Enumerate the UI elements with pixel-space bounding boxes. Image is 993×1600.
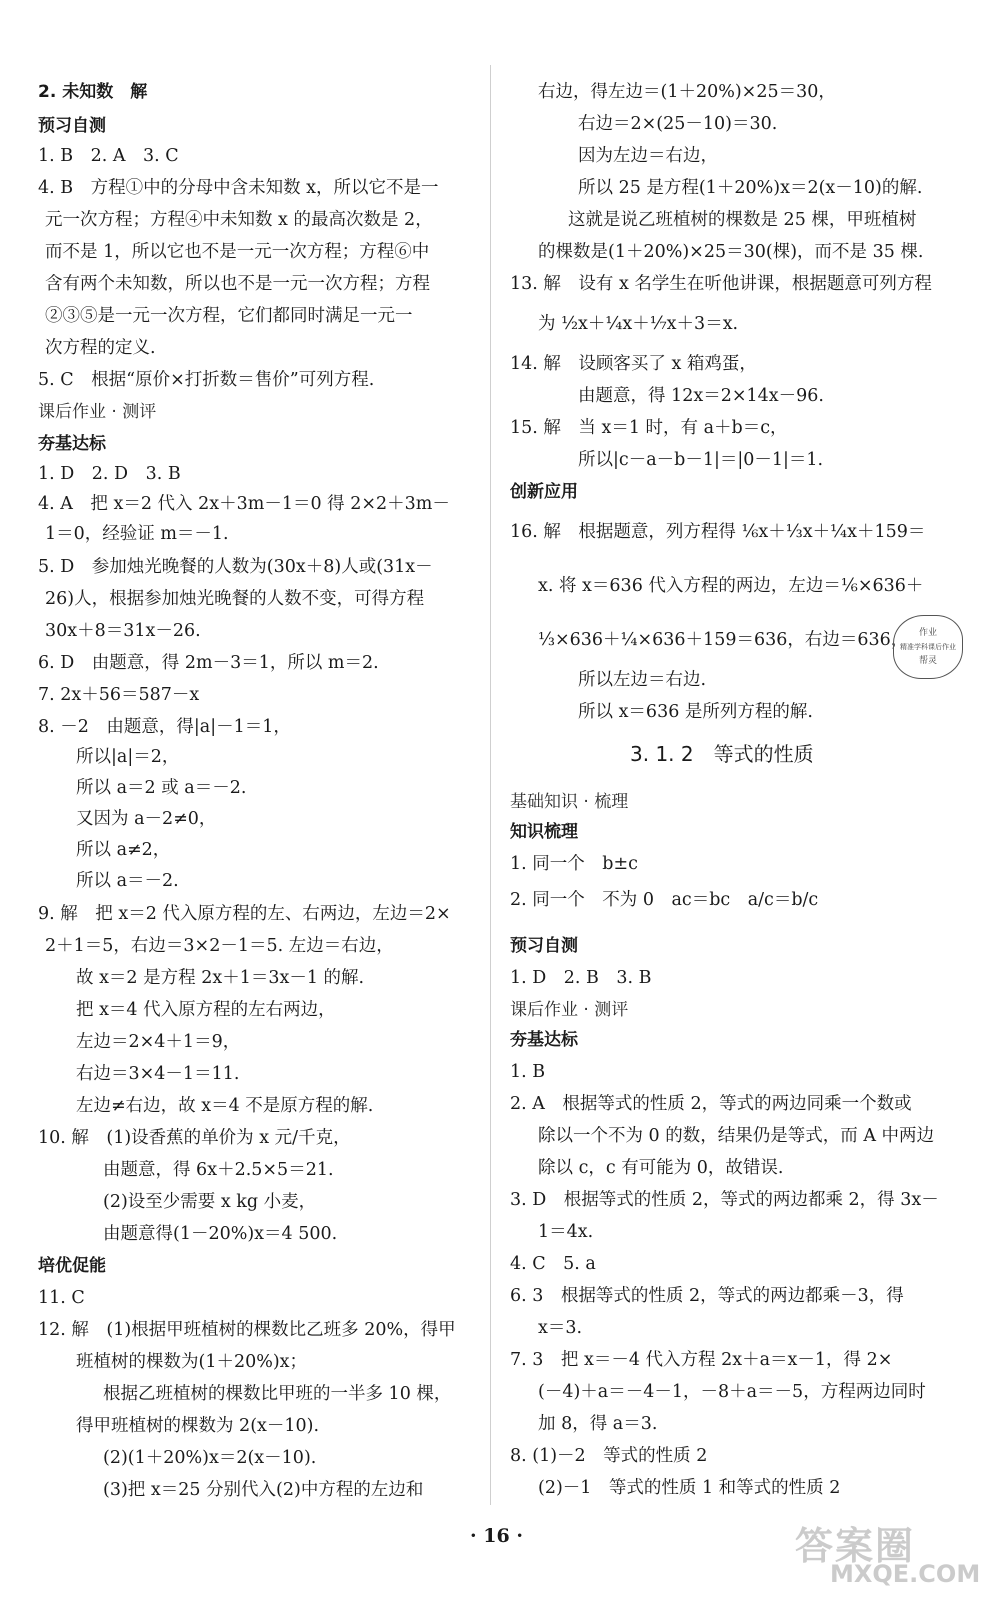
answer-line: 所以 x＝636 是所列方程的解. — [578, 702, 813, 722]
answer-line: 右边＝2×(25－10)＝30. — [578, 114, 778, 134]
section-heading: 3. 1. 2 等式的性质 — [630, 742, 814, 766]
answer-line: 所以左边＝右边. — [578, 670, 707, 690]
answer-line: 7. 3 把 x＝－4 代入方程 2x＋a＝x－1，得 2× — [510, 1350, 893, 1370]
answer-line: 15. 解 当 x＝1 时，有 a＋b＝c， — [510, 418, 788, 438]
answer-line: 故 x＝2 是方程 2x＋1＝3x－1 的解. — [76, 968, 365, 988]
answer-line: 11. C — [38, 1288, 85, 1308]
answer-line: 9. 解 把 x＝2 代入原方程的左、右两边，左边＝2× — [38, 904, 451, 924]
column-divider — [490, 65, 491, 1505]
answer-line: 所以 a＝－2. — [76, 871, 179, 891]
stamp-line: 作业 — [918, 628, 937, 638]
answer-line: 6. D 由题意，得 2m－3＝1，所以 m＝2. — [38, 653, 379, 673]
answer-line: 根据乙班植树的棵数比甲班的一半多 10 棵， — [103, 1384, 452, 1404]
answer-line: 左边＝2×4＋1＝9， — [76, 1032, 241, 1052]
answer-line: x. 将 x＝636 代入方程的两边，左边＝⅙×636＋ — [538, 576, 924, 596]
section-heading: 创新应用 — [510, 482, 578, 502]
answer-line: (2)－1 等式的性质 1 和等式的性质 2 — [538, 1478, 841, 1498]
answer-line: 由题意，得 12x＝2×14x－96. — [578, 386, 824, 406]
watermark-url: MXQE.COM — [830, 1560, 981, 1588]
answer-line: 13. 解 设有 x 名学生在听他讲课，根据题意可列方程 — [510, 274, 932, 294]
answer-line: 10. 解 (1)设香蕉的单价为 x 元/千克， — [38, 1128, 351, 1148]
answer-line: 所以|a|＝2， — [76, 747, 180, 767]
answer-line: 加 8，得 a＝3. — [538, 1414, 658, 1434]
section-heading: 课后作业 · 测评 — [510, 1000, 629, 1020]
answer-line: 1. D 2. D 3. B — [38, 464, 181, 484]
answer-line: 30x＋8＝31x－26. — [45, 621, 201, 641]
answer-line: 8. (1)－2 等式的性质 2 — [510, 1446, 708, 1466]
answer-line: 26)人，根据参加烛光晚餐的人数不变，可得方程 — [45, 589, 425, 609]
answer-line: 6. 3 根据等式的性质 2，等式的两边都乘－3，得 — [510, 1286, 904, 1306]
answer-line: 得甲班植树的棵数为 2(x－10). — [76, 1416, 320, 1436]
answer-line: 次方程的定义. — [45, 338, 156, 358]
answer-line: 又因为 a－2≠0， — [76, 809, 217, 829]
answer-line: 为 ½x＋¼x＋⅐x＋3＝x. — [538, 314, 739, 334]
answer-line: 元一次方程；方程④中未知数 x 的最高次数是 2， — [45, 210, 433, 230]
answer-line: 2. 同一个 不为 0 ac＝bc a/c＝b/c — [510, 890, 819, 910]
answer-line: 4. C 5. a — [510, 1254, 596, 1274]
answer-line: 16. 解 根据题意，列方程得 ⅙x＋⅓x＋¼x＋159＝ — [510, 522, 926, 542]
answer-line: x＝3. — [538, 1318, 583, 1338]
answer-line: 1. B — [510, 1062, 546, 1082]
section-heading: 预习自测 — [38, 116, 106, 136]
answer-line: 1. B 2. A 3. C — [38, 146, 179, 166]
watermark-logo: 答案圈 — [795, 1524, 916, 1568]
answer-line: ②③⑤是一元一次方程，它们都同时满足一元一 — [45, 306, 413, 326]
answer-line: 这就是说乙班植树的棵数是 25 棵，甲班植树 — [568, 210, 917, 230]
section-heading: 2. 未知数 解 — [38, 82, 148, 102]
answer-line: 所以 a＝2 或 a＝－2. — [76, 778, 247, 798]
answer-line: 1. D 2. B 3. B — [510, 968, 652, 988]
answer-line: 5. C 根据“原价×打折数＝售价”可列方程. — [38, 370, 375, 390]
answer-line: ⅓×636＋¼×636＋159＝636，右边＝636， — [538, 630, 909, 650]
answer-line: (3)把 x＝25 分别代入(2)中方程的左边和 — [103, 1480, 424, 1500]
section-heading: 预习自测 — [510, 936, 578, 956]
answer-line: 所以 a≠2， — [76, 840, 171, 860]
answer-line: 除以一个不为 0 的数，结果仍是等式，而 A 中两边 — [538, 1126, 935, 1146]
answer-line: 把 x＝4 代入原方程的左右两边， — [76, 1000, 336, 1020]
section-heading: 课后作业 · 测评 — [38, 402, 157, 422]
answer-line: 1＝0，经验证 m＝－1. — [45, 524, 229, 544]
answer-line: 5. D 参加烛光晚餐的人数为(30x＋8)人或(31x－ — [38, 557, 433, 577]
answer-line: 2. A 根据等式的性质 2，等式的两边同乘一个数或 — [510, 1094, 912, 1114]
answer-line: (2)设至少需要 x kg 小麦， — [103, 1192, 317, 1212]
answer-line: 1＝4x. — [538, 1222, 594, 1242]
answer-line: 所以 25 是方程(1＋20%)x＝2(x－10)的解. — [578, 178, 923, 198]
answer-line: 右边，得左边＝(1＋20%)×25＝30， — [538, 82, 836, 102]
section-heading: 夯基达标 — [38, 434, 106, 454]
answer-line: 右边＝3×4－1＝11. — [76, 1064, 240, 1084]
stamp-line: 精准学科课后作业 — [900, 643, 956, 651]
answer-line: 12. 解 (1)根据甲班植树的棵数比乙班多 20%，得甲 — [38, 1320, 456, 1340]
answer-line: 2＋1＝5，右边＝3×2－1＝5. 左边＝右边， — [45, 936, 394, 956]
section-heading: 培优促能 — [38, 1256, 106, 1276]
answer-line: 而不是 1，所以它也不是一元一次方程；方程⑥中 — [45, 242, 430, 262]
answer-line: 含有两个未知数，所以也不是一元一次方程；方程 — [45, 274, 430, 294]
answer-line: 由题意，得 6x＋2.5×5＝21. — [103, 1160, 334, 1180]
answer-line: 左边≠右边，故 x＝4 不是原方程的解. — [76, 1096, 374, 1116]
stamp-line: 帮灵 — [918, 656, 937, 666]
answer-line: 7. 2x＋56＝587－x — [38, 685, 200, 705]
answer-line: 所以|c－a－b－1|＝|0－1|＝1. — [578, 450, 824, 470]
section-heading: 夯基达标 — [510, 1030, 578, 1050]
section-heading: 基础知识 · 梳理 — [510, 792, 629, 812]
page-number: · 16 · — [470, 1525, 523, 1547]
answer-line: 8. －2 由题意，得|a|－1＝1， — [38, 717, 291, 737]
answer-line: 4. A 把 x＝2 代入 2x＋3m－1＝0 得 2×2＋3m－ — [38, 494, 450, 514]
answer-line: 1. 同一个 b±c — [510, 854, 638, 874]
answer-line: 3. D 根据等式的性质 2，等式的两边都乘 2，得 3x－ — [510, 1190, 939, 1210]
answer-line: (－4)＋a＝－4－1，－8＋a＝－5，方程两边同时 — [538, 1382, 926, 1402]
answer-line: 4. B 方程①中的分母中含未知数 x，所以它不是一 — [38, 178, 439, 198]
answer-line: 由题意得(1－20%)x＝4 500. — [103, 1224, 338, 1244]
answer-line: 除以 c，c 有可能为 0，故错误. — [538, 1158, 784, 1178]
stamp-logo — [893, 615, 963, 679]
answer-line: 班植树的棵数为(1＋20%)x； — [76, 1352, 308, 1372]
answer-line: 的棵数是(1＋20%)×25＝30(棵)，而不是 35 棵. — [538, 242, 924, 262]
answer-line: (2)(1＋20%)x＝2(x－10). — [103, 1448, 317, 1468]
answer-line: 因为左边＝右边， — [578, 146, 718, 166]
section-heading: 知识梳理 — [510, 822, 578, 842]
answer-line: 14. 解 设顾客买了 x 箱鸡蛋， — [510, 354, 757, 374]
